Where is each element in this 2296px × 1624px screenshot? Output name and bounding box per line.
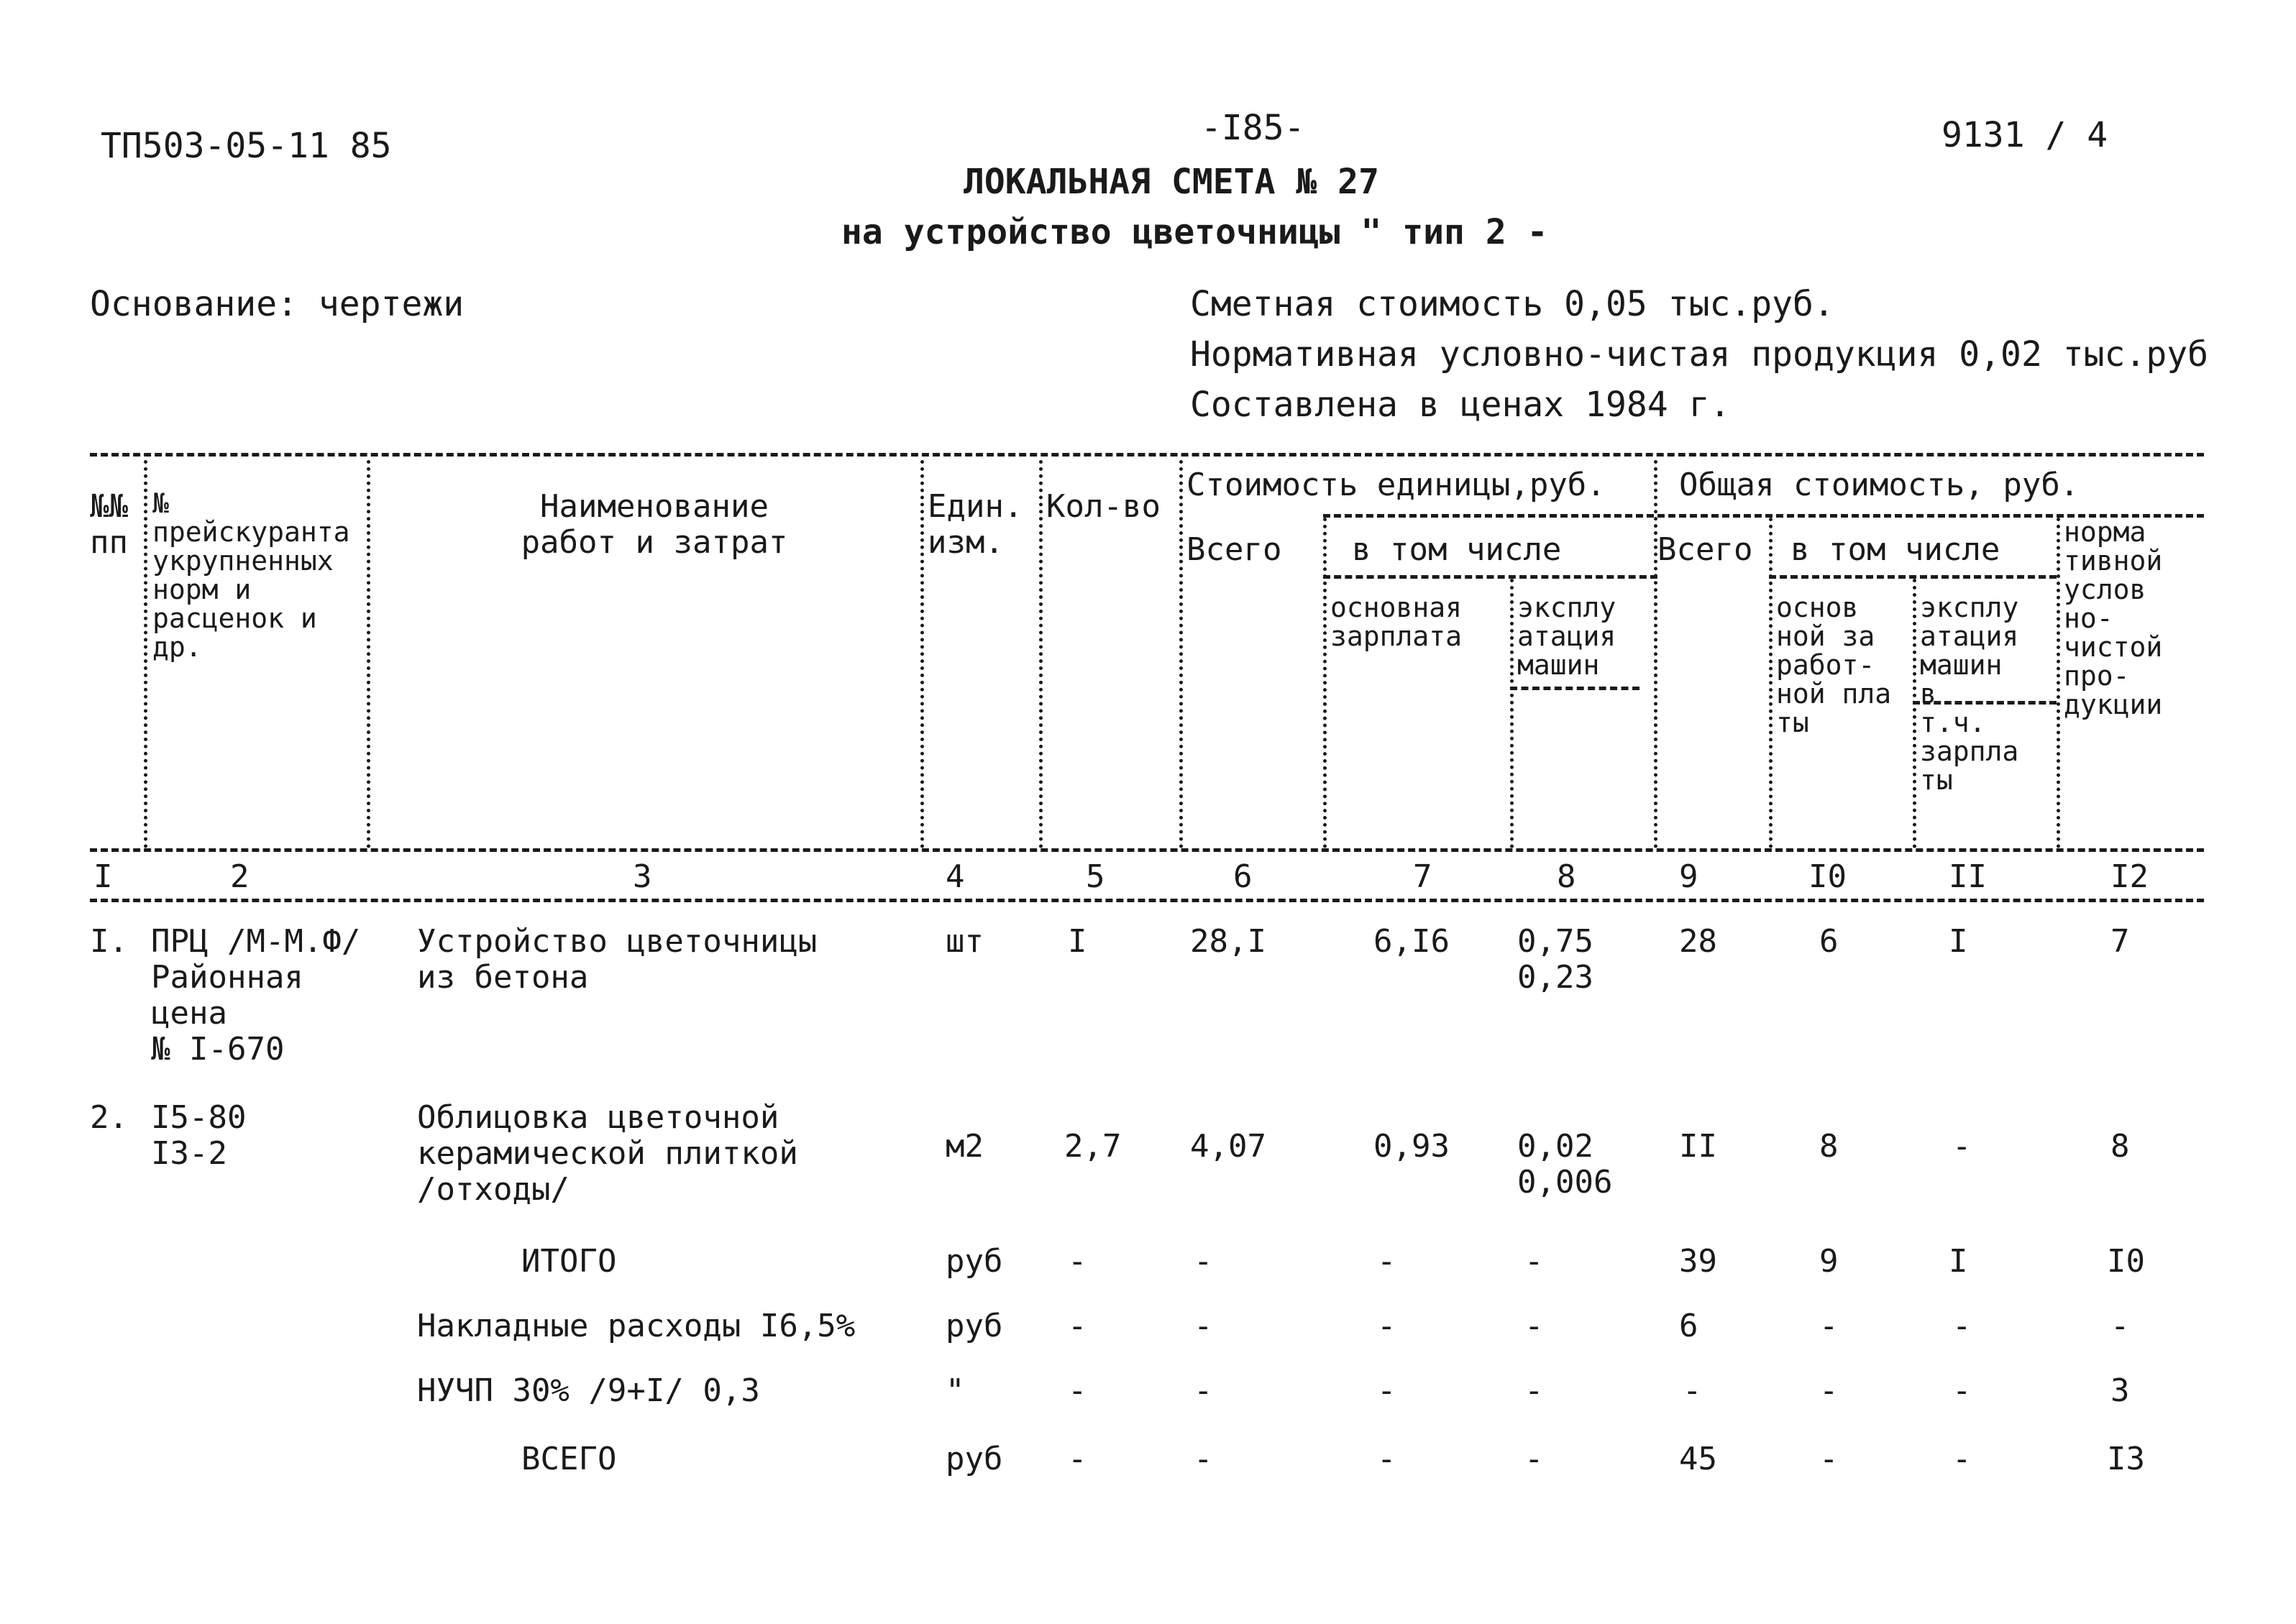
totals-c6: -	[1194, 1372, 1213, 1409]
col-header-1: №№ пп	[90, 488, 128, 561]
row-quantity: 2,7	[1064, 1128, 1122, 1165]
header-rule-3a	[1323, 575, 1657, 579]
totals-c6: -	[1194, 1441, 1213, 1477]
row-normative: 8	[2110, 1128, 2130, 1165]
unit-cost-header: Стоимость единицы,руб.	[1186, 467, 1606, 503]
row-unit-machines: 0,02 0,006	[1517, 1128, 1613, 1201]
document-code: ТП503-05-11 85	[101, 126, 392, 166]
totals-c9: 6	[1679, 1308, 1698, 1344]
totals-c11: I	[1949, 1243, 1968, 1280]
col-header-11: эксплу атация машин в т.ч. зарпла ты	[1920, 592, 2019, 796]
totals-c10: -	[1819, 1308, 1839, 1344]
col-divider-11	[2057, 518, 2060, 848]
totals-c6: -	[1194, 1308, 1213, 1344]
totals-name: Накладные расходы I6,5%	[417, 1308, 856, 1344]
totals-name: ВСЕГО	[521, 1441, 617, 1477]
normative-product: Нормативная условно-чистая продукция 0,02 тыс.руб	[1190, 334, 2209, 375]
col-number: 2	[230, 858, 250, 895]
col-number: 4	[946, 858, 965, 895]
totals-c12: 3	[2110, 1372, 2130, 1409]
row-normative: 7	[2110, 923, 2130, 960]
row-total-machines: -	[1952, 1128, 1972, 1165]
document-subtitle: на устройство цветочницы " тип 2 -	[841, 212, 1548, 252]
col-number: 9	[1679, 858, 1698, 895]
col-divider-10	[1913, 579, 1916, 848]
totals-c12: -	[2110, 1308, 2130, 1344]
totals-c10: -	[1819, 1441, 1839, 1477]
totals-c9: -	[1683, 1372, 1702, 1409]
totals-name: НУЧП 30% /9+I/ 0,3	[417, 1372, 760, 1409]
totals-name: ИТОГО	[521, 1243, 617, 1280]
totals-c10: 9	[1819, 1243, 1839, 1280]
col-number: I0	[1808, 858, 1847, 895]
row-unit-total: 28,I	[1190, 923, 1266, 960]
row-unit: шт	[946, 923, 984, 960]
row-name: Устройство цветочницы из бетона	[417, 923, 818, 996]
totals-c8: -	[1524, 1372, 1544, 1409]
col-divider-6	[1323, 518, 1327, 848]
col-divider-1	[144, 460, 147, 848]
row-number: 2.	[90, 1099, 128, 1136]
col-header-5: Кол-во	[1046, 488, 1161, 525]
col-header-7: основная зарплата	[1330, 592, 1463, 652]
price-basis: Составлена в ценах 1984 г.	[1190, 385, 1731, 425]
totals-qty: -	[1068, 1243, 1087, 1280]
row-reference: I5-80 I3-2	[151, 1099, 247, 1172]
col-number: 7	[1413, 858, 1432, 895]
row-unit-wages: 0,93	[1373, 1128, 1450, 1165]
incl-header-1: в том числе	[1352, 531, 1562, 568]
totals-qty: -	[1068, 1308, 1087, 1344]
col-header-6: Всего	[1186, 531, 1282, 568]
number-row-rule	[90, 899, 2204, 902]
totals-unit: руб	[946, 1441, 1003, 1477]
col-header-9: Всего	[1657, 531, 1753, 568]
totals-c9: 45	[1679, 1441, 1717, 1477]
totals-c12: I3	[2107, 1441, 2145, 1477]
row-total-wages: 6	[1819, 923, 1839, 960]
col-header-2: № прейскуранта укрупненных норм и расценок и др.	[152, 487, 350, 663]
col-divider-2	[367, 460, 370, 848]
col-number: 3	[633, 858, 652, 895]
row-unit-machines: 0,75 0,23	[1517, 923, 1593, 996]
row-reference: ПРЦ /М-М.Ф/ Районная цена № I-670	[151, 923, 361, 1068]
col-divider-8	[1654, 460, 1657, 848]
totals-c7: -	[1377, 1308, 1396, 1344]
row-unit-wages: 6,I6	[1373, 923, 1450, 960]
basis-text: Основание: чертежи	[90, 284, 465, 324]
estimated-cost: Сметная стоимость 0,05 тыс.руб.	[1190, 284, 1834, 324]
col-divider-9	[1769, 518, 1773, 848]
totals-qty: -	[1068, 1441, 1087, 1477]
totals-unit: руб	[946, 1243, 1003, 1280]
col-divider-7	[1510, 579, 1514, 848]
totals-c7: -	[1377, 1441, 1396, 1477]
totals-c11: -	[1952, 1372, 1972, 1409]
total-cost-header: Общая стоимость, руб.	[1679, 467, 2080, 503]
incl-header-2: в том числе	[1790, 531, 2000, 568]
totals-c12: I0	[2107, 1243, 2145, 1280]
col-divider-3	[920, 460, 924, 848]
col-divider-5	[1179, 460, 1183, 848]
row-quantity: I	[1068, 923, 1087, 960]
col-divider-4	[1039, 460, 1043, 848]
totals-c11: -	[1952, 1308, 1972, 1344]
col-number: I2	[2110, 858, 2149, 895]
col-number: II	[1949, 858, 1987, 895]
row-total: II	[1679, 1128, 1717, 1165]
table-top-rule	[90, 453, 2204, 457]
row-total-wages: 8	[1819, 1128, 1839, 1165]
totals-unit: руб	[946, 1308, 1003, 1344]
col-header-10: основ ной за работ- ной пла ты	[1776, 592, 1892, 738]
page-number: -I85-	[1201, 108, 1305, 148]
col-header-8: эксплу атация машин	[1517, 592, 1616, 681]
row-total-machines: I	[1949, 923, 1968, 960]
row-unit-total: 4,07	[1190, 1128, 1266, 1165]
header-rule-4	[1510, 687, 1639, 690]
header-bottom-rule	[90, 848, 2204, 852]
row-name: Облицовка цветочной керамической плиткой /отходы/	[417, 1099, 798, 1208]
col-header-12: норма тивной услов но- чистой про- дукции	[2064, 516, 2163, 720]
row-unit: м2	[946, 1128, 984, 1165]
totals-qty: -	[1068, 1372, 1087, 1409]
totals-c9: 39	[1679, 1243, 1717, 1280]
col-header-3: Наименование работ и затрат	[521, 488, 788, 561]
totals-c6: -	[1194, 1243, 1213, 1280]
row-total: 28	[1679, 923, 1717, 960]
col-number: 5	[1086, 858, 1105, 895]
totals-c11: -	[1952, 1441, 1972, 1477]
row-number: I.	[90, 923, 128, 960]
totals-c7: -	[1377, 1372, 1396, 1409]
totals-c7: -	[1377, 1243, 1396, 1280]
totals-c8: -	[1524, 1308, 1544, 1344]
totals-c10: -	[1819, 1372, 1839, 1409]
col-number: 8	[1557, 858, 1576, 895]
col-number: 6	[1233, 858, 1253, 895]
sheet-number: 9131 / 4	[1941, 115, 2108, 155]
col-number: I	[93, 858, 113, 895]
document-title: ЛОКАЛЬНАЯ СМЕТА № 27	[964, 162, 1379, 202]
totals-c8: -	[1524, 1441, 1544, 1477]
totals-unit: "	[946, 1372, 965, 1409]
col-header-4: Един. изм.	[928, 488, 1023, 561]
totals-c8: -	[1524, 1243, 1544, 1280]
